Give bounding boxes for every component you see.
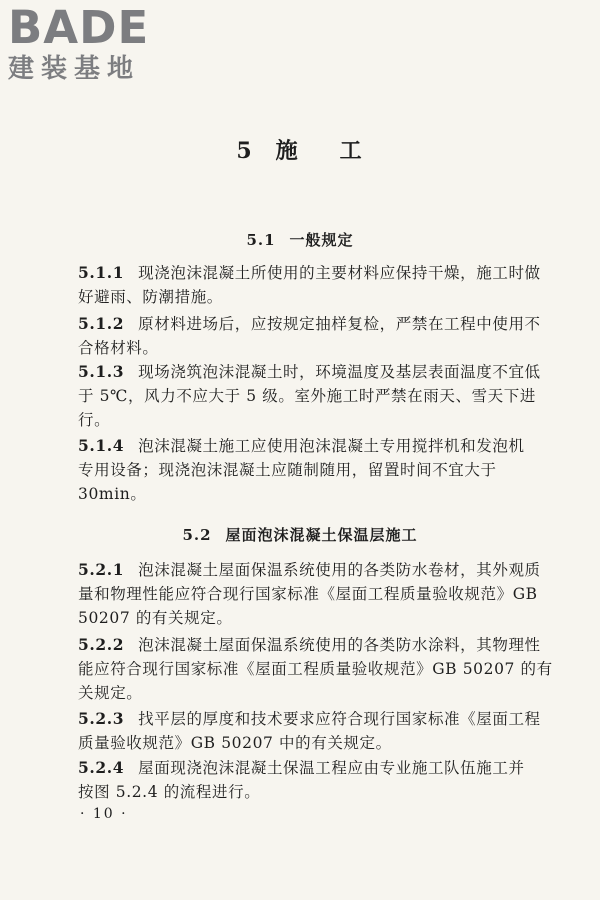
chapter-title-char-2: 工: [339, 138, 364, 164]
clause-5-2-2: [78, 633, 560, 705]
clause-number: 5.1.2: [78, 314, 125, 333]
clause-5-1-2: [78, 312, 560, 360]
clause-line: [78, 360, 560, 384]
clause-line: 行。: [78, 411, 111, 429]
clause-line: [78, 312, 560, 336]
clause-number: 5.1.4: [78, 436, 125, 455]
logo-subtitle: 建装基地: [8, 54, 141, 84]
clause-line: 于 5℃，风力不应大于 5 级。室外施工时严禁在雨天、雪天下进: [78, 387, 536, 405]
section-title: 一般规定: [289, 231, 354, 249]
section-heading-5-2: [0, 524, 600, 545]
clause-5-2-4: [78, 756, 560, 804]
section-heading-5-1: [0, 229, 600, 250]
clause-line: 好避雨、防潮措施。: [78, 288, 223, 306]
page-number: · 10 ·: [80, 806, 128, 822]
clause-line: 50207 的有关规定。: [78, 609, 233, 627]
clause-line: 量和物理性能应符合现行国家标准《屋面工程质量验收规范》GB: [78, 585, 538, 603]
clause-line: 专用设备；现浇泡沫混凝土应随制随用，留置时间不宜大于: [78, 461, 497, 479]
clause-line: [78, 707, 560, 731]
clause-text: 原材料进场后，应按规定抽样复检，严禁在工程中使用不: [138, 315, 541, 333]
clause-line: [78, 434, 560, 458]
clause-text: 现场浇筑泡沫混凝土时，环境温度及基层表面温度不宜低: [138, 363, 541, 381]
clause-line: [78, 756, 560, 780]
clause-number: 5.2.4: [78, 758, 125, 777]
clause-number: 5.1.1: [78, 263, 125, 282]
chapter-title-char-1: 施: [275, 138, 300, 164]
section-title: 屋面泡沫混凝土保温层施工: [225, 526, 418, 544]
clause-text: 泡沫混凝土施工应使用泡沫混凝土专用搅拌机和发泡机: [138, 437, 525, 455]
clause-line: [78, 558, 560, 582]
section-number: 5.2: [182, 526, 212, 544]
clause-text: 现浇泡沫混凝土所使用的主要材料应保持干燥，施工时做: [138, 264, 541, 282]
chapter-number: 5: [236, 138, 254, 164]
clause-text: 泡沫混凝土屋面保温系统使用的各类防水涂料，其物理性: [138, 636, 541, 654]
clause-number: 5.1.3: [78, 362, 125, 381]
clause-number: 5.2.2: [78, 635, 125, 654]
clause-5-1-3: [78, 360, 560, 432]
section-number: 5.1: [246, 231, 276, 249]
clause-line: 关规定。: [78, 684, 143, 702]
clause-line: 30min。: [78, 485, 147, 503]
clause-text: 找平层的厚度和技术要求应符合现行国家标准《屋面工程: [138, 710, 541, 728]
clause-line: [78, 633, 560, 657]
clause-line: 合格材料。: [78, 339, 159, 357]
logo: [8, 1, 178, 86]
clause-line: 质量验收规范》GB 50207 中的有关规定。: [78, 734, 392, 752]
clause-5-1-4: [78, 434, 560, 506]
clause-number: 5.2.3: [78, 709, 125, 728]
clause-5-2-1: [78, 558, 560, 630]
clause-5-2-3: [78, 707, 560, 755]
clause-text: 屋面现浇泡沫混凝土保温工程应由专业施工队伍施工并: [138, 759, 525, 777]
clause-number: 5.2.1: [78, 560, 125, 579]
clause-line: 能应符合现行国家标准《屋面工程质量验收规范》GB 50207 的有: [78, 660, 553, 678]
logo-brand: BADE: [8, 1, 150, 54]
clause-text: 泡沫混凝土屋面保温系统使用的各类防水卷材，其外观质: [138, 561, 541, 579]
clause-line: [78, 261, 560, 285]
clause-line: 按图 5.2.4 的流程进行。: [78, 783, 261, 801]
chapter-title: [0, 134, 600, 165]
clause-5-1-1: [78, 261, 560, 309]
